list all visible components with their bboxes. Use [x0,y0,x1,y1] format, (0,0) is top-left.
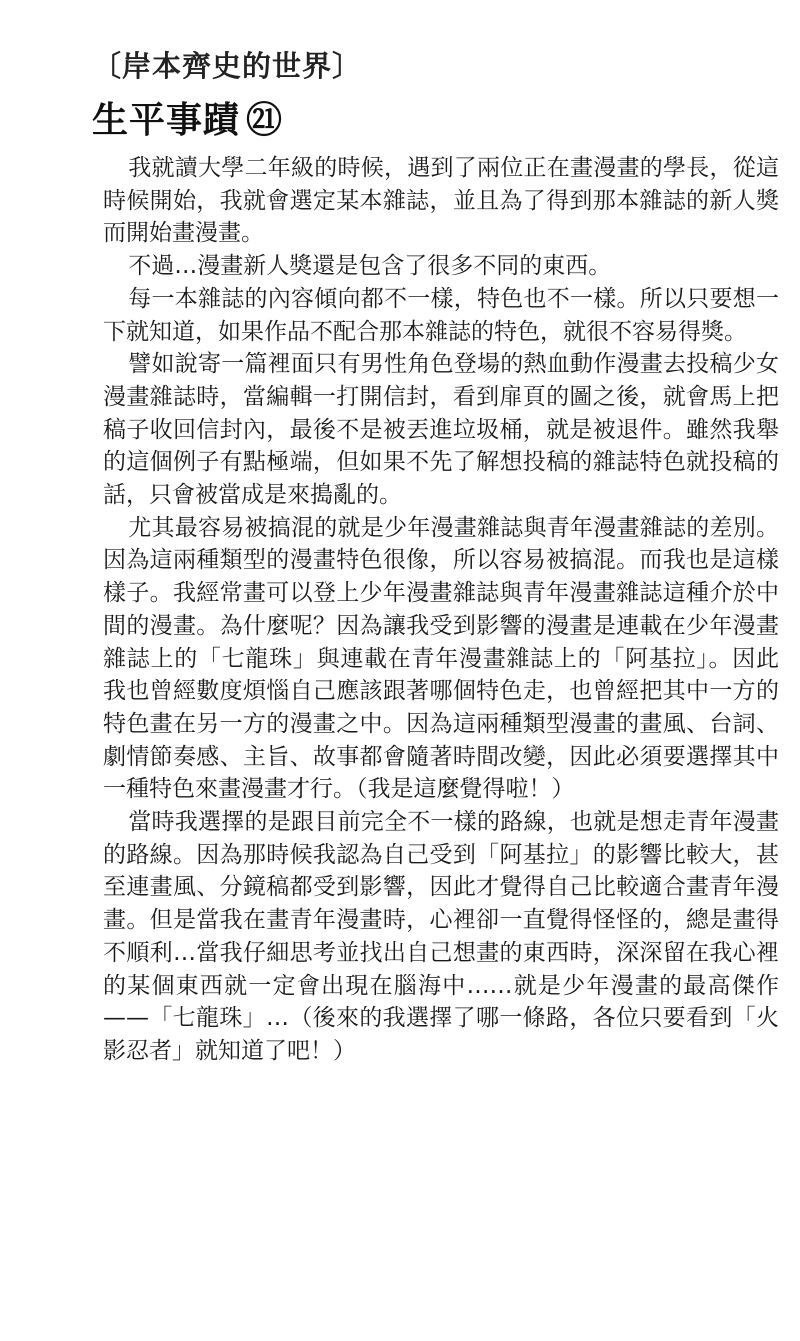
article-body [103,152,779,1068]
paragraph: 我就讀大學二年級的時候，遇到了兩位正在畫漫畫的學長，從這時候開始，我就會選定某本雜誌，並且為了得到那本雜誌的新人獎而開始畫漫畫。 [103,155,779,247]
chapter-title-text: 生平事蹟 [92,100,241,141]
chapter-number: ㉑ [246,100,284,141]
chapter-title [92,92,283,143]
paragraph: 譬如說寄一篇裡面只有男性角色登場的熱血動作漫畫去投稿少女漫畫雜誌時，當編輯一打開信封，看到扉頁的圖之後，就會馬上把稿子收回信封內，最後不是被丟進垃圾桶，就是被退件。雖然我舉的這個例子有點極端，但如果不先了解想投稿的雜誌特色就投稿的話，只會被當成是來搗亂的。 [103,351,779,509]
series-heading: 〔岸本齊史的世界〕 [92,49,363,83]
paragraph: 當時我選擇的是跟目前完全不一樣的路線，也就是想走青年漫畫的路線。因為那時候我認為自己受到「阿基拉」的影響比較大，甚至連畫風、分鏡稿都受到影響，因此才覺得自己比較適合畫青年漫畫。但是當我在畫青年漫畫時，心裡卻一直覺得怪怪的，總是畫得不順利…當我仔細思考並找出自己想畫的東西時，深深留在我心裡的某個東西就一定會出現在腦海中……就是少年漫畫的最高傑作——「七龍珠」…（後來的我選擇了哪一條路，各位只要看到「火影忍者」就知道了吧！） [103,809,779,1064]
paragraph: 每一本雜誌的內容傾向都不一樣，特色也不一樣。所以只要想一下就知道，如果作品不配合那本雜誌的特色，就很不容易得獎。 [103,285,779,345]
paragraph: 不過…漫畫新人獎還是包含了很多不同的東西。 [128,253,612,280]
paragraph: 尤其最容易被搞混的就是少年漫畫雜誌與青年漫畫雜誌的差別。因為這兩種類型的漫畫特色很像，所以容易被搞混。而我也是這樣樣子。我經常畫可以登上少年漫畫雜誌與青年漫畫雜誌這種介於中間的漫畫。為什麼呢？因為讓我受到影響的漫畫是連載在少年漫畫雜誌上的「七龍珠」與連載在青年漫畫雜誌上的「阿基拉」。因此我也曾經數度煩惱自己應該跟著哪個特色走，也曾經把其中一方的特色畫在另一方的漫畫之中。因為這兩種類型漫畫的畫風、台詞、劇情節奏感、主旨、故事都會隨著時間改變，因此必須要選擇其中一種特色來畫漫畫才行。（我是這麼覺得啦！） [103,514,779,803]
